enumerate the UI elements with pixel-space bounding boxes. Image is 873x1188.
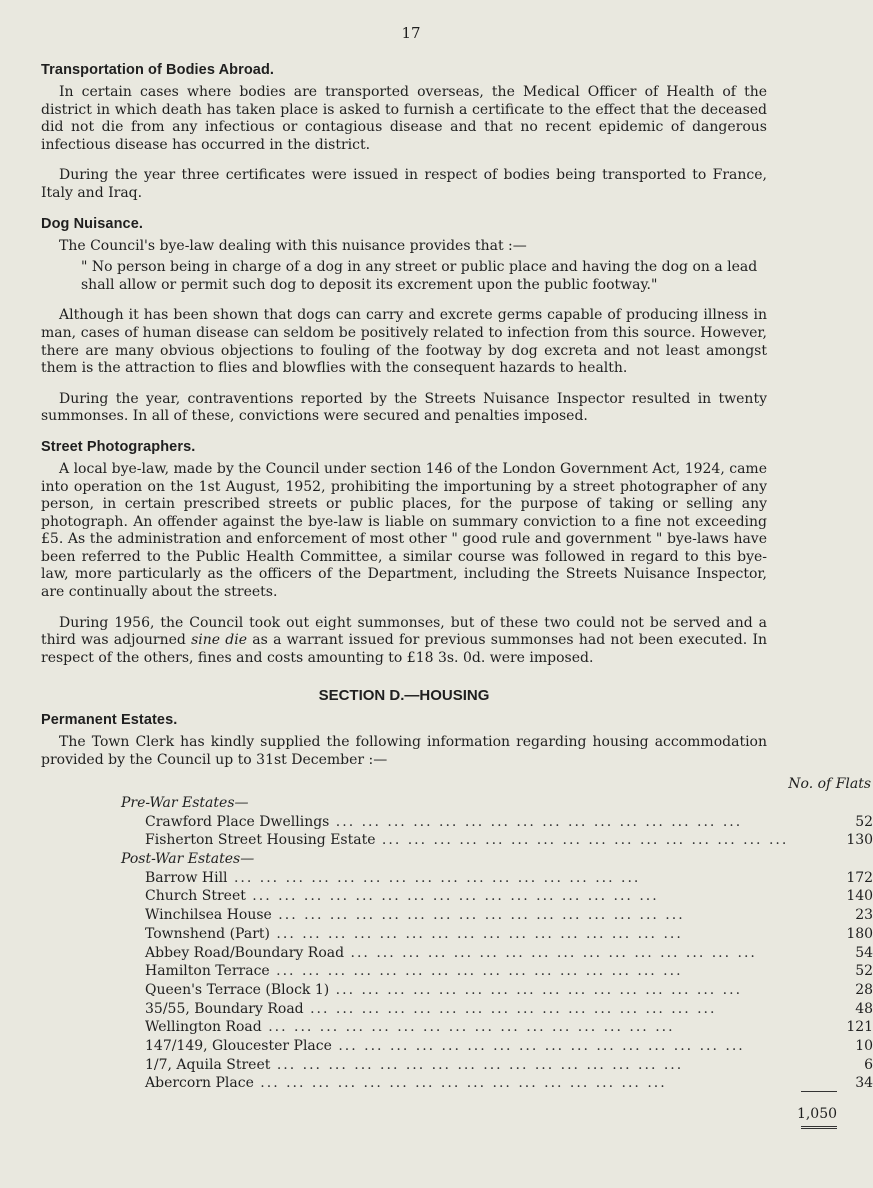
- table-row: [121, 830, 873, 849]
- table-header-row: [121, 774, 873, 793]
- flats-count: 52: [855, 963, 873, 980]
- estate-name: 35/55, Boundary Road: [145, 1000, 304, 1017]
- leader-dots: ... ... ... ... ... ... ... ... ... ... ... ... ... ... ... ...: [375, 832, 789, 849]
- flats-count: 130: [846, 832, 873, 849]
- estate-name: 147/149, Gloucester Place: [145, 1037, 332, 1054]
- leader-dots: ... ... ... ... ... ... ... ... ... ... ... ... ... ... ... ...: [303, 1000, 717, 1017]
- table-row: [121, 811, 873, 830]
- estate-name: Abercorn Place: [145, 1075, 254, 1092]
- section-title: SECTION D.—HOUSING: [318, 687, 490, 705]
- p2-text-after: as a warrant issued for previous summonses had not been executed. In respect of the others, fines and costs amounting to £18 3s. 0d. were imposed.: [41, 632, 767, 666]
- leader-dots: ... ... ... ... ... ... ... ... ... ... ... ... ... ... ... ...: [227, 869, 641, 886]
- dog-intro: The Council's bye-law dealing with this nuisance provides that :—: [59, 237, 527, 254]
- leader-dots: ... ... ... ... ... ... ... ... ... ... ... ... ... ... ... ...: [329, 981, 743, 998]
- photographers-paragraph-2: [41, 615, 767, 668]
- flats-count: 48: [855, 1000, 873, 1017]
- estates-table: [121, 774, 873, 1130]
- estate-name: Abbey Road/Boundary Road: [145, 944, 345, 961]
- flats-count: 121: [846, 1019, 873, 1036]
- table-row: [121, 942, 873, 961]
- total-rule: [801, 1091, 837, 1092]
- leader-dots: ... ... ... ... ... ... ... ... ... ... ... ... ... ... ... ...: [253, 1075, 667, 1092]
- table-row: [121, 867, 873, 886]
- table-row: [121, 1054, 873, 1073]
- photographers-paragraph-1: A local bye-law, made by the Council under section 146 of the London Government Act, 1924, came into operation on the 1st August, 1952, prohibiting the importuning by a street photographer of any person, in certain prescribed streets or public places, for the purpose of taking or selling any photograph. An offender against the bye-law is liable on summary conviction to a fine not exceeding £5. As the administration and enforcement of most other " good rule and government " bye-laws have been referred to the Public Health Committee, a similar course was followed in regard to this bye-law, more particularly as the officers of the Department, including the Streets Nuisance Inspector, are continually about the streets.: [41, 460, 767, 601]
- p2-italic: sine die: [191, 632, 248, 649]
- estate-name: Fisherton Street Housing Estate: [145, 832, 376, 849]
- estate-name: 1/7, Aquila Street: [145, 1056, 271, 1073]
- leader-dots: ... ... ... ... ... ... ... ... ... ... ... ... ... ... ... ...: [344, 944, 757, 961]
- leader-dots: ... ... ... ... ... ... ... ... ... ... ... ... ... ... ... ...: [269, 925, 683, 942]
- flats-count: 180: [846, 925, 873, 942]
- table-row: [121, 904, 873, 923]
- estate-name: Hamilton Terrace: [145, 963, 270, 980]
- table-row: [121, 998, 873, 1017]
- table-row: [121, 923, 873, 942]
- flats-count: 6: [864, 1056, 873, 1073]
- permanent-estates-heading: Permanent Estates.: [41, 712, 178, 729]
- estate-name: Barrow Hill: [145, 869, 228, 886]
- total-row: [121, 1091, 873, 1129]
- dog-paragraph-1: Although it has been shown that dogs can carry and excrete germs capable of producing illness in man, cases of human disease can seldom be positively related to infection from this source. However, there are many obvious objections to fouling of the footway by dog excreta and not least amongst them is the attraction to flies and blowflies with the consequent hazards to health.: [41, 307, 767, 377]
- estate-name: Crawford Place Dwellings: [145, 813, 330, 830]
- group-heading-row: [121, 848, 873, 867]
- dog-heading: Dog Nuisance.: [41, 215, 144, 232]
- dog-bye-law-quote: [41, 259, 767, 294]
- housing-intro: The Town Clerk has kindly supplied the following information regarding housing accommodation provided by the Council up to 31st December :—: [41, 734, 767, 769]
- p2-text-before: During 1956, the Council took out eight summonses, but of these two could not be served and a third was adjourned: [41, 614, 767, 649]
- leader-dots: ... ... ... ... ... ... ... ... ... ... ... ... ... ... ... ...: [245, 888, 659, 905]
- estate-name: Winchilsea House: [145, 907, 272, 924]
- flats-count: 52: [855, 813, 873, 830]
- flats-count: 140: [846, 888, 873, 905]
- flats-count: 172: [846, 869, 873, 886]
- table-row: [121, 961, 873, 980]
- leader-dots: ... ... ... ... ... ... ... ... ... ... ... ... ... ... ... ...: [329, 813, 743, 830]
- estate-name: Wellington Road: [145, 1019, 262, 1036]
- leader-dots: ... ... ... ... ... ... ... ... ... ... ... ... ... ... ... ...: [331, 1037, 745, 1054]
- table-row: [121, 979, 873, 998]
- group-heading: Post-War Estates—: [121, 851, 255, 868]
- quote-line-2: shall allow or permit such dog to deposit its excrement upon the public footway.": [81, 276, 658, 293]
- leader-dots: ... ... ... ... ... ... ... ... ... ... ... ... ... ... ... ...: [269, 963, 683, 980]
- total-double-rule: [801, 1126, 837, 1129]
- flats-count: 28: [855, 981, 873, 998]
- table-row: [121, 1073, 873, 1092]
- estate-name: Townshend (Part): [145, 925, 270, 942]
- estate-name: Church Street: [145, 888, 246, 905]
- leader-dots: ... ... ... ... ... ... ... ... ... ... ... ... ... ... ... ...: [270, 1056, 684, 1073]
- table-row: [121, 1035, 873, 1054]
- table-row: [121, 886, 873, 905]
- group-heading: Pre-War Estates—: [121, 795, 249, 811]
- flats-count: 23: [855, 907, 873, 924]
- transport-heading: Transportation of Bodies Abroad.: [41, 62, 275, 78]
- quote-line-1: " No person being in charge of a dog in any street or public place and having the dog on a lead: [81, 259, 758, 276]
- flats-count: 54: [855, 944, 873, 961]
- estate-name: Queen's Terrace (Block 1): [145, 981, 330, 998]
- leader-dots: ... ... ... ... ... ... ... ... ... ... ... ... ... ... ... ...: [271, 907, 685, 924]
- flats-count: 34: [855, 1075, 873, 1092]
- group-heading-row: [121, 792, 873, 811]
- transport-paragraph-2: During the year three certificates were issued in respect of bodies being transported to France, Italy and Iraq.: [41, 167, 767, 201]
- table-row: [121, 1017, 873, 1036]
- total-flats: 1,050: [796, 1106, 838, 1123]
- photographers-heading: Street Photographers.: [41, 438, 196, 455]
- transport-paragraph-1: In certain cases where bodies are transported overseas, the Medical Officer of Health of the district in which death has taken place is asked to furnish a certificate to the effect that the deceased did not die from any infectious or contagious disease and that no recent epidemic of dangerous infectious disease has occurred in the district.: [41, 84, 767, 153]
- page-number: 17: [401, 24, 421, 42]
- leader-dots: ... ... ... ... ... ... ... ... ... ... ... ... ... ... ... ...: [261, 1019, 675, 1036]
- dog-paragraph-2: During the year, contraventions reported by the Streets Nuisance Inspector resulted in twenty summonses. In all of these, convictions were secured and penalties imposed.: [41, 390, 767, 425]
- column-header: No. of Flats: [788, 776, 872, 793]
- flats-count: 10: [855, 1037, 873, 1054]
